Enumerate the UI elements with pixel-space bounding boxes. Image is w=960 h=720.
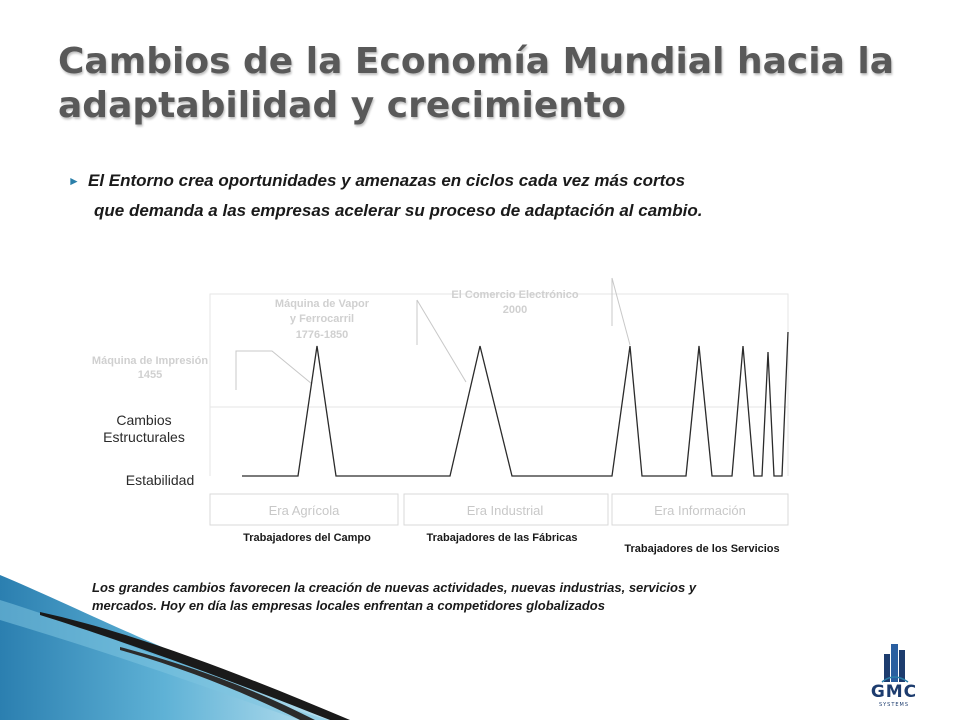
cycle-waveform <box>242 332 788 476</box>
bullet-line-1: El Entorno crea oportunidades y amenazas en ciclos cada vez más cortos <box>88 171 686 190</box>
building-icon <box>862 640 926 684</box>
leader-industrial <box>417 300 466 382</box>
slide-title: Cambios de la Economía Mundial hacia la adaptabilidad y crecimiento <box>58 41 895 126</box>
leader-informacion <box>612 278 630 345</box>
era-label-informacion: Era Información <box>654 503 746 518</box>
level-label-estructurales: Estructurales <box>103 429 185 445</box>
bullet-line-2: que demanda a las empresas acelerar su proceso de adaptación al cambio. <box>94 201 703 220</box>
event-comercio-line1: El Comercio Electrónico <box>451 289 579 301</box>
gmc-logo <box>862 640 926 712</box>
leader-impresion <box>236 351 312 390</box>
caption <box>92 579 852 615</box>
logo-subtext: SYSTEMS <box>878 702 910 708</box>
level-label-estabilidad: Estabilidad <box>125 472 195 488</box>
era-label-industrial: Era Industrial <box>466 503 544 518</box>
event-vapor-line3: 1776-1850 <box>295 329 349 341</box>
caption-line-2: mercados. Hoy en día las empresas locales enfrentan a competidores globalizados <box>92 598 605 613</box>
workers-label-fabricas: Trabajadores de las Fábricas <box>426 532 578 544</box>
event-comercio-line2: 2000 <box>502 304 528 316</box>
caption-line-1: Los grandes cambios favorecen la creación de nuevas actividades, nuevas industrias, servicios y <box>92 580 697 595</box>
workers-label-campo: Trabajadores del Campo <box>243 532 371 544</box>
level-label-cambios: Cambios <box>116 412 172 428</box>
triangle-right-icon: ► <box>68 174 80 188</box>
event-impresion-line1: Máquina de Impresión <box>91 355 209 367</box>
event-impresion-line2: 1455 <box>137 369 163 381</box>
event-vapor-line2: y Ferrocarril <box>289 313 355 325</box>
workers-label-servicios: Trabajadores de los Servicios <box>624 543 780 555</box>
diagram-frame <box>210 294 788 407</box>
logo-text: GMC <box>870 682 918 702</box>
era-label-agricola: Era Agrícola <box>268 503 340 518</box>
event-vapor-line1: Máquina de Vapor <box>274 298 370 310</box>
